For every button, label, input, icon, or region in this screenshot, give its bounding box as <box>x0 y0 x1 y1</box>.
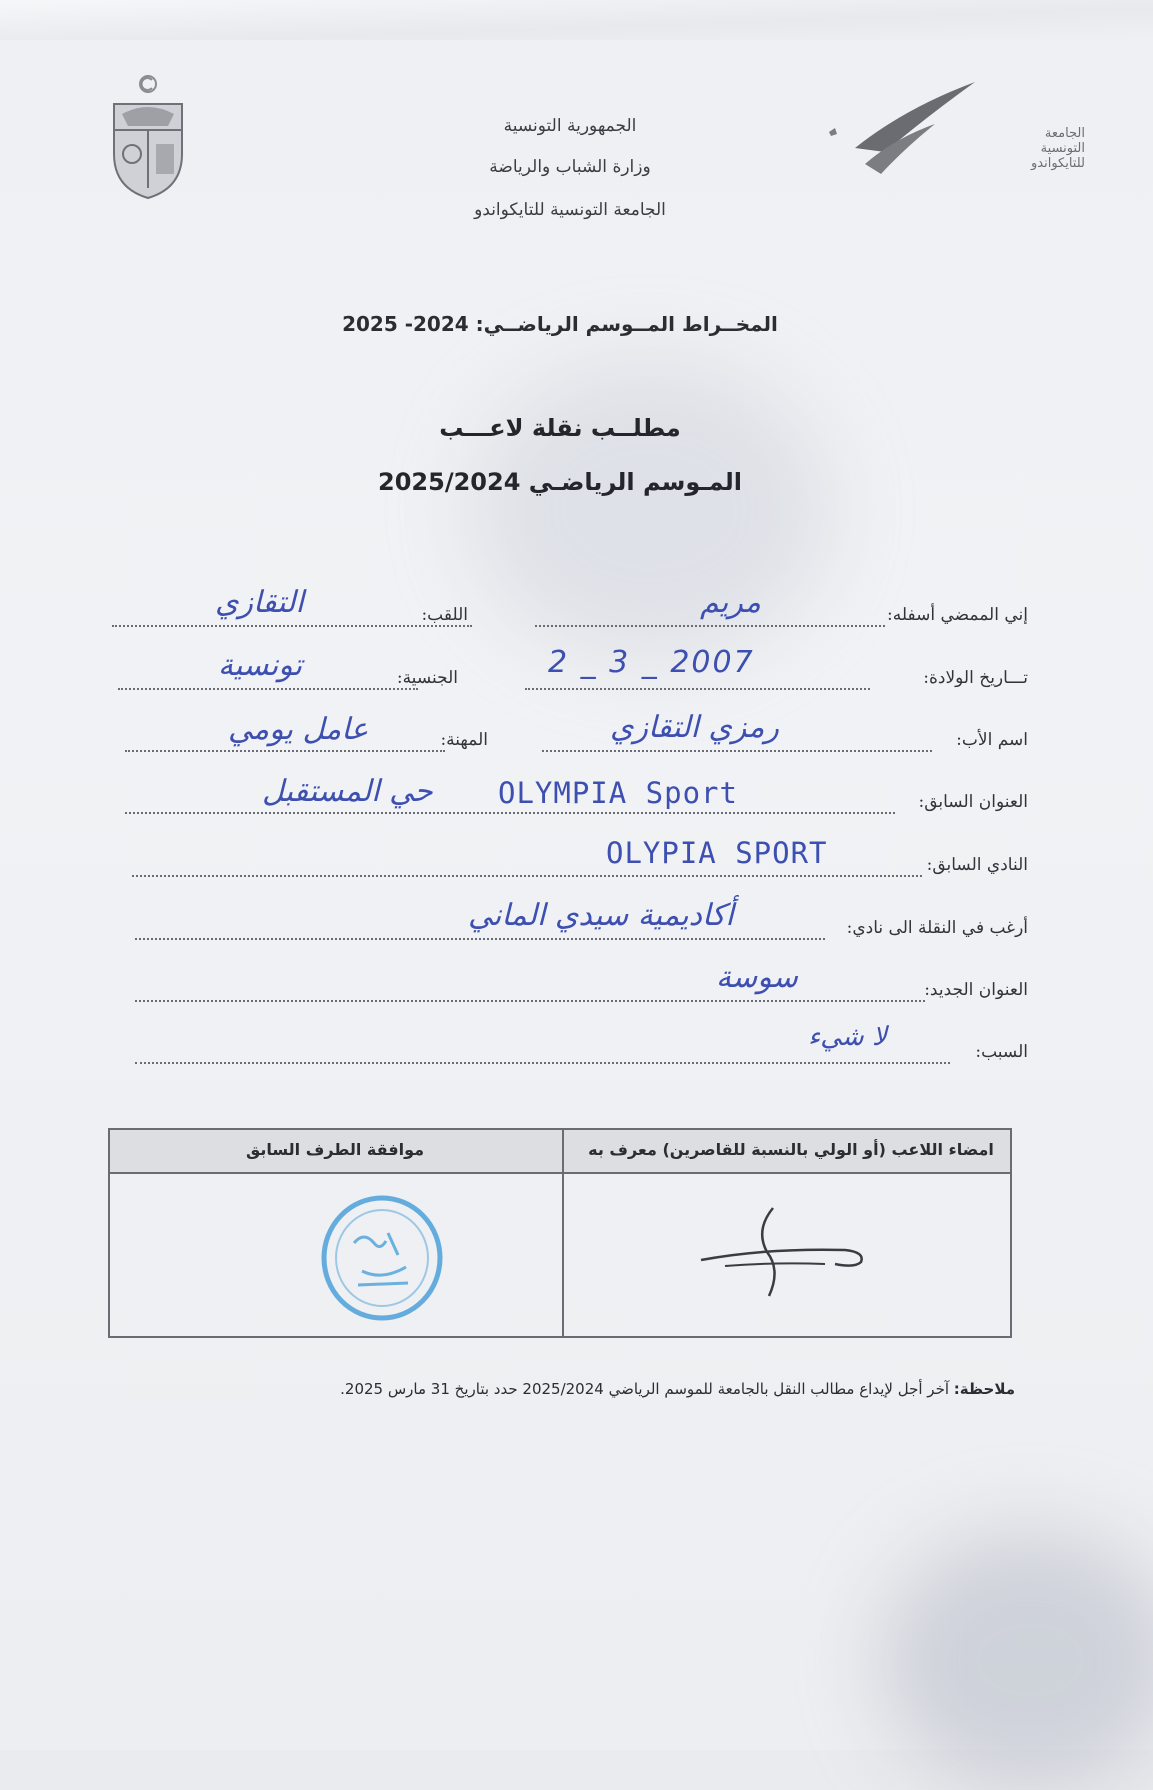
new-address-value: سوسة <box>716 960 798 995</box>
prev-address-line <box>125 812 895 814</box>
reason-value: لا شيء <box>808 1022 887 1052</box>
nationality-label: الجنسية: <box>396 668 458 688</box>
transfer-value: أكاديمية سيدي الماني <box>468 898 734 933</box>
surname-label: اللقب: <box>421 605 468 625</box>
footnote <box>260 1380 1015 1398</box>
page-fold-shadow <box>0 0 1153 40</box>
surname-value: التقازي <box>215 585 304 620</box>
light-blur <box>470 360 830 660</box>
father-line <box>542 750 932 752</box>
logo-text-line-1: الجامعة <box>1044 126 1085 141</box>
prev-club-label: النادي السابق: <box>926 855 1028 875</box>
prev-address-value-ar: حي المستقبل <box>262 774 433 809</box>
birthdate-value: 2 _ 3 _ 2007 <box>548 645 755 680</box>
new-address-label: العنوان الجديد: <box>924 980 1028 1000</box>
reason-line <box>135 1062 950 1064</box>
club-stamp-icon <box>318 1193 446 1323</box>
season-line: المخــراط المــوسم الرياضــي: 2024- 2025 <box>342 312 778 336</box>
birthdate-label: تـــاريخ الولادة: <box>923 668 1028 688</box>
transfer-label: أرغب في النقلة الى نادي: <box>846 918 1028 938</box>
prev-club-line <box>132 875 922 877</box>
header-republic: الجمهورية التونسية <box>503 116 637 136</box>
document-title: مطلــب نقلة لاعـــب <box>439 414 681 442</box>
logo-text-line-3: للتايكواندو <box>1031 156 1085 171</box>
profession-value: عامل يومي <box>228 712 369 747</box>
nationality-value: تونسية <box>218 648 303 683</box>
federation-logo-text <box>1005 126 1085 171</box>
father-label: اسم الأب: <box>956 730 1028 750</box>
undersigned-label: إني الممضي أسفله: <box>887 605 1028 625</box>
tunisia-emblem-icon <box>108 70 188 204</box>
new-address-line <box>135 1000 925 1002</box>
nationality-line <box>118 688 418 690</box>
prev-club-value: OLYPIA SPORT <box>606 836 828 870</box>
federation-logo <box>905 78 1085 188</box>
transfer-line <box>135 938 825 940</box>
father-value: رمزي التقازي <box>610 710 779 745</box>
footnote-label: ملاحظة: <box>953 1380 1015 1398</box>
profession-label: المهنة: <box>440 730 488 750</box>
logo-text-line-2: التونسية <box>1040 141 1085 156</box>
undersigned-line <box>535 625 885 627</box>
player-signature-header: امضاء اللاعب (أو الولي بالنسبة للقاصرين) معرف به <box>588 1140 994 1159</box>
previous-club-header: موافقة الطرف السابق <box>245 1140 425 1159</box>
reason-label: السبب: <box>975 1042 1028 1062</box>
footnote-text: آخر أجل لإيداع مطالب النقل بالجامعة للموسم الرياضي 2025/2024 حدد بتاريخ 31 مارس 2025. <box>340 1380 950 1398</box>
shadow-blur <box>880 1530 1153 1790</box>
undersigned-value: مريم <box>700 585 761 620</box>
surname-line <box>112 625 472 627</box>
header-ministry: وزارة الشباب والرياضة <box>489 157 651 177</box>
prev-address-label: العنوان السابق: <box>918 792 1028 812</box>
prev-address-value-latin: OLYMPIA Sport <box>498 776 738 810</box>
taekwondo-logo-icon <box>815 78 995 188</box>
player-signature-icon <box>685 1200 885 1310</box>
birthdate-line <box>525 688 870 690</box>
header-federation: الجامعة التونسية للتايكواندو <box>474 200 666 220</box>
signature-table <box>108 1128 1012 1338</box>
profession-line <box>125 750 445 752</box>
signature-table-divider <box>562 1130 564 1336</box>
document-subtitle: المـوسم الرياضـي 2025/2024 <box>378 468 742 496</box>
